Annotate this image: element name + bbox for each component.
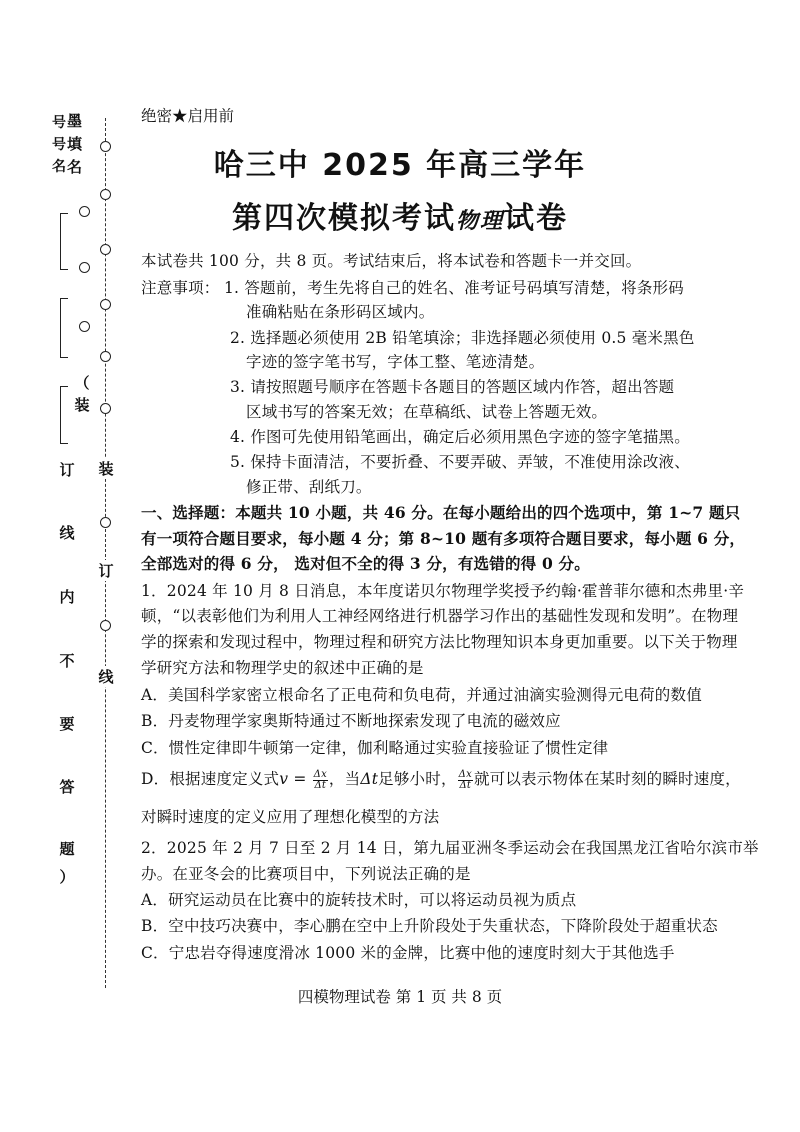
velocity-fraction <box>313 770 328 791</box>
margin-edge-char: 名 <box>52 159 66 175</box>
note-2b: 字迹的签字笔书写，字体工整、笔迹清楚。 <box>246 353 545 371</box>
note-3b: 区域书写的答案无效；在草稿纸、试卷上答题无效。 <box>246 403 608 421</box>
margin-vertical-char: 内 <box>59 588 75 606</box>
q1-option-d-cont: 对瞬时速度的定义应用了理想化模型的方法 <box>141 808 440 826</box>
q2-stem-1: 2．2025 年 2 月 7 日至 2 月 14 日，第九届亚洲冬季运动会在我国黑龙江省哈尔滨市举 <box>141 839 759 857</box>
margin-edge-char: 号 <box>52 115 66 131</box>
binding-hole <box>100 244 111 255</box>
fraction-numerator: Δx <box>458 768 472 780</box>
q1-stem-1: 1．2024 年 10 月 8 日消息，本年度诺贝尔物理学奖授予约翰·霍普菲尔德和杰弗里·辛 <box>141 582 745 600</box>
notes-label: 注意事项： <box>141 279 220 297</box>
margin-bracket <box>60 386 68 444</box>
margin-label: 墨 <box>67 112 83 130</box>
velocity-fraction <box>458 770 473 791</box>
q2-stem-2: 办。在亚冬会的比赛项目中，下列说法正确的是 <box>141 865 471 883</box>
margin-circle <box>79 321 90 332</box>
note-2a: 2. 选择题必须使用 2B 铅笔填涂；非选择题必须使用 0.5 毫米黑色 <box>230 329 695 347</box>
confidential-label: 绝密★启用前 <box>141 107 235 125</box>
binding-hole <box>100 299 111 310</box>
fraction-denominator: Δt <box>459 779 472 791</box>
margin-circle <box>79 262 90 273</box>
q1-option-d-text: 就可以表示物体在某时刻的瞬时速度， <box>473 770 741 788</box>
q1-stem-3: 学的探索和发现过程中，物理过程和研究方法比物理知识本身更加重要。以下关于物理 <box>141 633 738 651</box>
exam-title-line2 <box>0 193 800 237</box>
q1-option-c: C．惯性定律即牛顿第一定律，伽利略通过实验直接验证了惯性定律 <box>141 739 609 757</box>
fraction-numerator: Δx <box>313 768 327 780</box>
exam-title-line1: 哈三中 2025 年高三学年 <box>213 148 587 183</box>
margin-label: 填 <box>67 135 83 153</box>
fraction-denominator: Δt <box>314 779 327 791</box>
binding-hole <box>100 517 111 528</box>
section1-line3: 全部选对的得 6 分， 选对但不全的得 3 分，有选错的得 0 分。 <box>141 554 590 573</box>
note-3a: 3. 请按照题号顺序在答题卡各题目的答题区域内作答，超出答题 <box>230 378 675 396</box>
q1-option-d <box>141 767 741 791</box>
q1-option-d-text: D．根据速度定义式 <box>141 770 280 788</box>
note-1a: 1. 答题前，考生先将自己的姓名、准考证号码填写清楚，将条形码 <box>224 279 684 297</box>
margin-vertical-char: （ <box>74 374 90 392</box>
margin-inner-char: 订 <box>98 562 114 580</box>
margin-vertical-char: 线 <box>59 524 75 542</box>
margin-vertical-char: 答 <box>59 778 75 796</box>
note-5b: 修正带、刮纸刀。 <box>246 478 372 496</box>
q1-option-a: A．美国科学家密立根命名了正电荷和负电荷，并通过油滴实验测得元电荷的数值 <box>141 686 702 704</box>
q1-option-d-text: ，当 <box>328 770 361 788</box>
margin-vertical-char: 要 <box>59 715 75 733</box>
note-5a: 5. 保持卡面清洁，不要折叠、不要弄破、弄皱，不准使用涂改液、 <box>230 453 690 471</box>
q2-option-b: B．空中技巧决赛中，李心鹏在空中上升阶段处于失重状态，下降阶段处于超重状态 <box>141 917 718 935</box>
equals-sign: = <box>288 770 312 788</box>
margin-vertical-char: ） <box>59 868 75 886</box>
note-1b: 准确粘贴在条形码区域内。 <box>246 303 435 321</box>
margin-bracket <box>60 298 68 358</box>
title-main: 第四次模拟考试 <box>231 201 456 236</box>
section1-line1: 一、选择题：本题共 10 小题，共 46 分。在每小题给出的四个选项中，第 1~7 题只 <box>141 503 741 522</box>
intro-summary: 本试卷共 100 分，共 8 页。考试结束后，将本试卷和答题卡一并交回。 <box>141 252 642 270</box>
delta-t-symbol: Δt <box>360 770 379 788</box>
page-footer: 四模物理试卷 第 1 页 共 8 页 <box>297 988 503 1006</box>
note-4: 4. 作图可先使用铅笔画出，确定后必须用黑色字迹的签字笔描黑。 <box>230 428 690 446</box>
binding-hole <box>100 620 111 631</box>
binding-hole <box>100 403 111 414</box>
margin-vertical-char: 装 <box>74 396 90 414</box>
margin-inner-char: 线 <box>98 668 114 686</box>
margin-label: 名 <box>67 158 83 176</box>
margin-vertical-char: 题 <box>59 840 75 858</box>
margin-vertical-char: 订 <box>59 461 75 479</box>
q2-option-a: A．研究运动员在比赛中的旋转技术时，可以将运动员视为质点 <box>141 891 577 909</box>
section1-line2: 有一项符合题目要求，每小题 4 分；第 8~10 题有多项符合题目要求，每小题 6 分， <box>141 529 746 548</box>
binding-hole <box>100 351 111 362</box>
q1-stem-4: 学研究方法和物理学史的叙述中正确的是 <box>141 659 424 677</box>
q1-stem-2: 顿，“以表彰他们为利用人工神经网络进行机器学习作出的基础性发现和发明”。在物理 <box>141 607 739 625</box>
title-end: 试卷 <box>504 201 568 236</box>
q2-option-c: C．宁忠岩夺得速度滑冰 1000 米的金牌，比赛中他的速度时刻大于其他选手 <box>141 944 675 962</box>
q1-option-d-text: 足够小时， <box>378 770 457 788</box>
margin-edge-char: 号 <box>52 137 66 153</box>
title-subject: 物理 <box>455 209 504 234</box>
margin-inner-char: 装 <box>98 460 114 478</box>
margin-vertical-char: 不 <box>59 652 75 670</box>
q1-option-b: B．丹麦物理学家奥斯特通过不断地探索发现了电流的磁效应 <box>141 712 561 730</box>
velocity-symbol: v <box>279 770 289 788</box>
